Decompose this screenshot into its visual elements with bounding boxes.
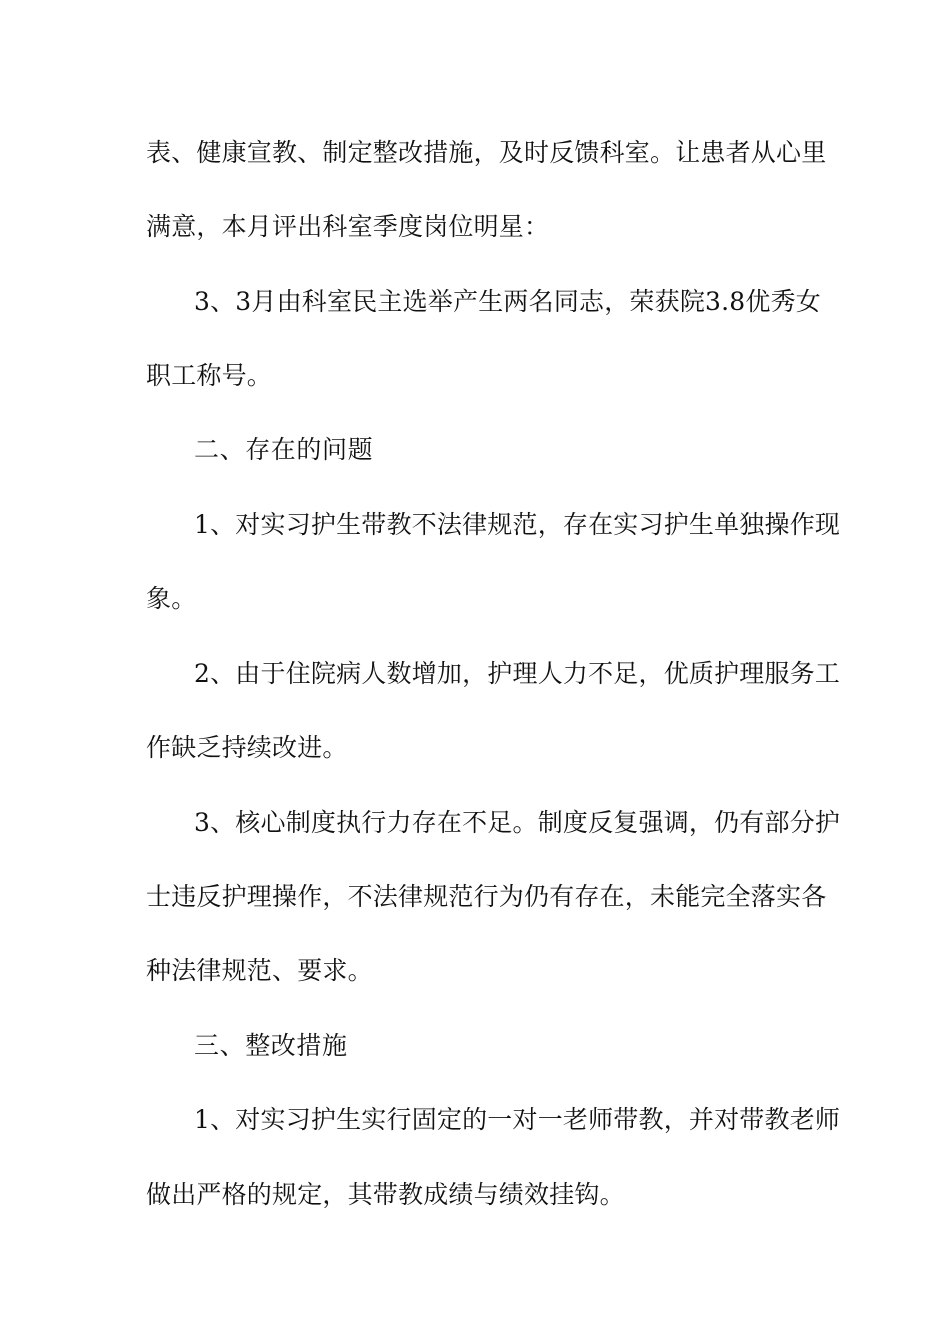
section-heading: 三、整改措施	[194, 1031, 348, 1060]
body-text-line: 象。	[146, 584, 197, 613]
list-item-text: 3、核心制度执行力存在不足。制度反复强调，仍有部分护	[194, 808, 841, 837]
list-item-text: 3、3月由科室民主选举产生两名同志，荣获院3.8优秀女	[194, 287, 821, 316]
body-text-line: 种法律规范、要求。	[146, 956, 373, 985]
body-text-line: 满意，本月评出科室季度岗位明星：	[146, 212, 550, 241]
body-text-line: 表、健康宣教、制定整改措施，及时反馈科室。让患者从心里	[146, 138, 827, 167]
list-item-text: 1、对实习护生实行固定的一对一老师带教，并对带教老师	[194, 1105, 841, 1134]
list-item-text: 1、对实习护生带教不法律规范，存在实习护生单独操作现	[194, 510, 841, 539]
body-text-line: 士违反护理操作，不法律规范行为仍有存在，未能完全落实各	[146, 882, 827, 911]
list-item-text: 2、由于住院病人数增加，护理人力不足，优质护理服务工	[194, 659, 841, 688]
body-text-line: 职工称号。	[146, 361, 273, 390]
body-text-line: 作缺乏持续改进。	[146, 733, 348, 762]
section-heading: 二、存在的问题	[194, 435, 374, 464]
body-text-line: 做出严格的规定，其带教成绩与绩效挂钩。	[146, 1180, 625, 1209]
